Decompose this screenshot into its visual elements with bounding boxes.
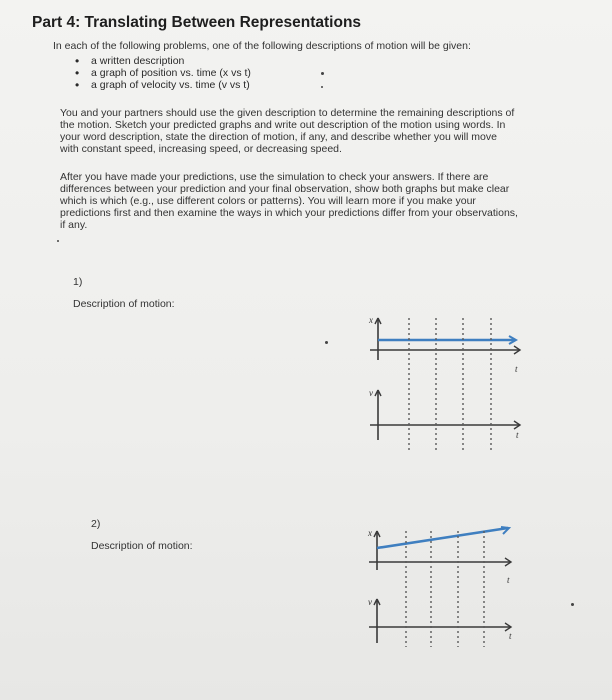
t-axis-label: t — [515, 364, 518, 374]
problem-2-number: 2) — [91, 518, 101, 530]
stray-mark — [57, 240, 59, 242]
v-axis-label: v — [369, 388, 373, 398]
stray-mark — [321, 72, 324, 75]
instructions-paragraph — [60, 107, 570, 155]
problem-2-description-label: Description of motion: — [91, 540, 193, 552]
grid-lines — [406, 531, 484, 647]
line-arrowhead — [501, 527, 509, 534]
intro-text: In each of the following problems, one of the following descriptions of motion will be given: — [53, 40, 471, 52]
representation-list — [75, 55, 251, 91]
problem-1-number: 1) — [73, 276, 83, 288]
v-axis-label: v — [368, 597, 372, 607]
paragraph-line: if any. — [60, 219, 88, 231]
paragraph-line: You and your partners should use the given description to determine the remaining descriptions of — [60, 107, 515, 119]
problem-1-description-label: Description of motion: — [73, 298, 175, 310]
list-item: • a graph of position vs. time (x vs t) — [75, 67, 251, 79]
paragraph-line: differences between your prediction and your final observation, show both graphs but make clear — [60, 183, 510, 195]
problem-2-graphs — [366, 525, 526, 650]
t-axis-label: t — [507, 575, 510, 585]
list-item: • a written description — [75, 55, 251, 67]
t-axis-label: t — [509, 631, 512, 641]
position-time-graph — [367, 527, 511, 585]
x-axis-label: x — [369, 315, 373, 325]
paragraph-line: which is which (e.g., use different colors or patterns). You will learn more if you make your — [60, 195, 476, 207]
simulation-paragraph — [60, 171, 570, 231]
position-line — [377, 528, 508, 548]
stray-mark — [321, 86, 323, 88]
paragraph-line: the motion. Sketch your predicted graphs and write out description of the motion using words. In — [60, 119, 506, 131]
paragraph-line: with constant speed, increasing speed, or decreasing speed. — [60, 143, 342, 155]
paragraph-line: predictions first and then examine the ways in which your predictions differ from your observations, — [60, 207, 518, 219]
position-time-graph — [368, 315, 520, 374]
velocity-time-graph — [368, 597, 512, 643]
x-axis-label: x — [368, 528, 372, 538]
stray-mark — [325, 341, 328, 344]
t-axis-label: t — [516, 430, 519, 440]
list-item: • a graph of velocity vs. time (v vs t) — [75, 79, 251, 91]
velocity-time-graph — [369, 388, 520, 440]
problem-1-graphs — [365, 310, 525, 470]
paragraph-line: your word description, state the direction of motion, if any, and describe whether you will move — [60, 131, 497, 143]
stray-mark — [571, 603, 574, 606]
paragraph-line: After you have made your predictions, use the simulation to check your answers. If there are — [60, 171, 489, 183]
page-title: Part 4: Translating Between Representations — [32, 14, 362, 31]
grid-lines — [409, 318, 491, 450]
